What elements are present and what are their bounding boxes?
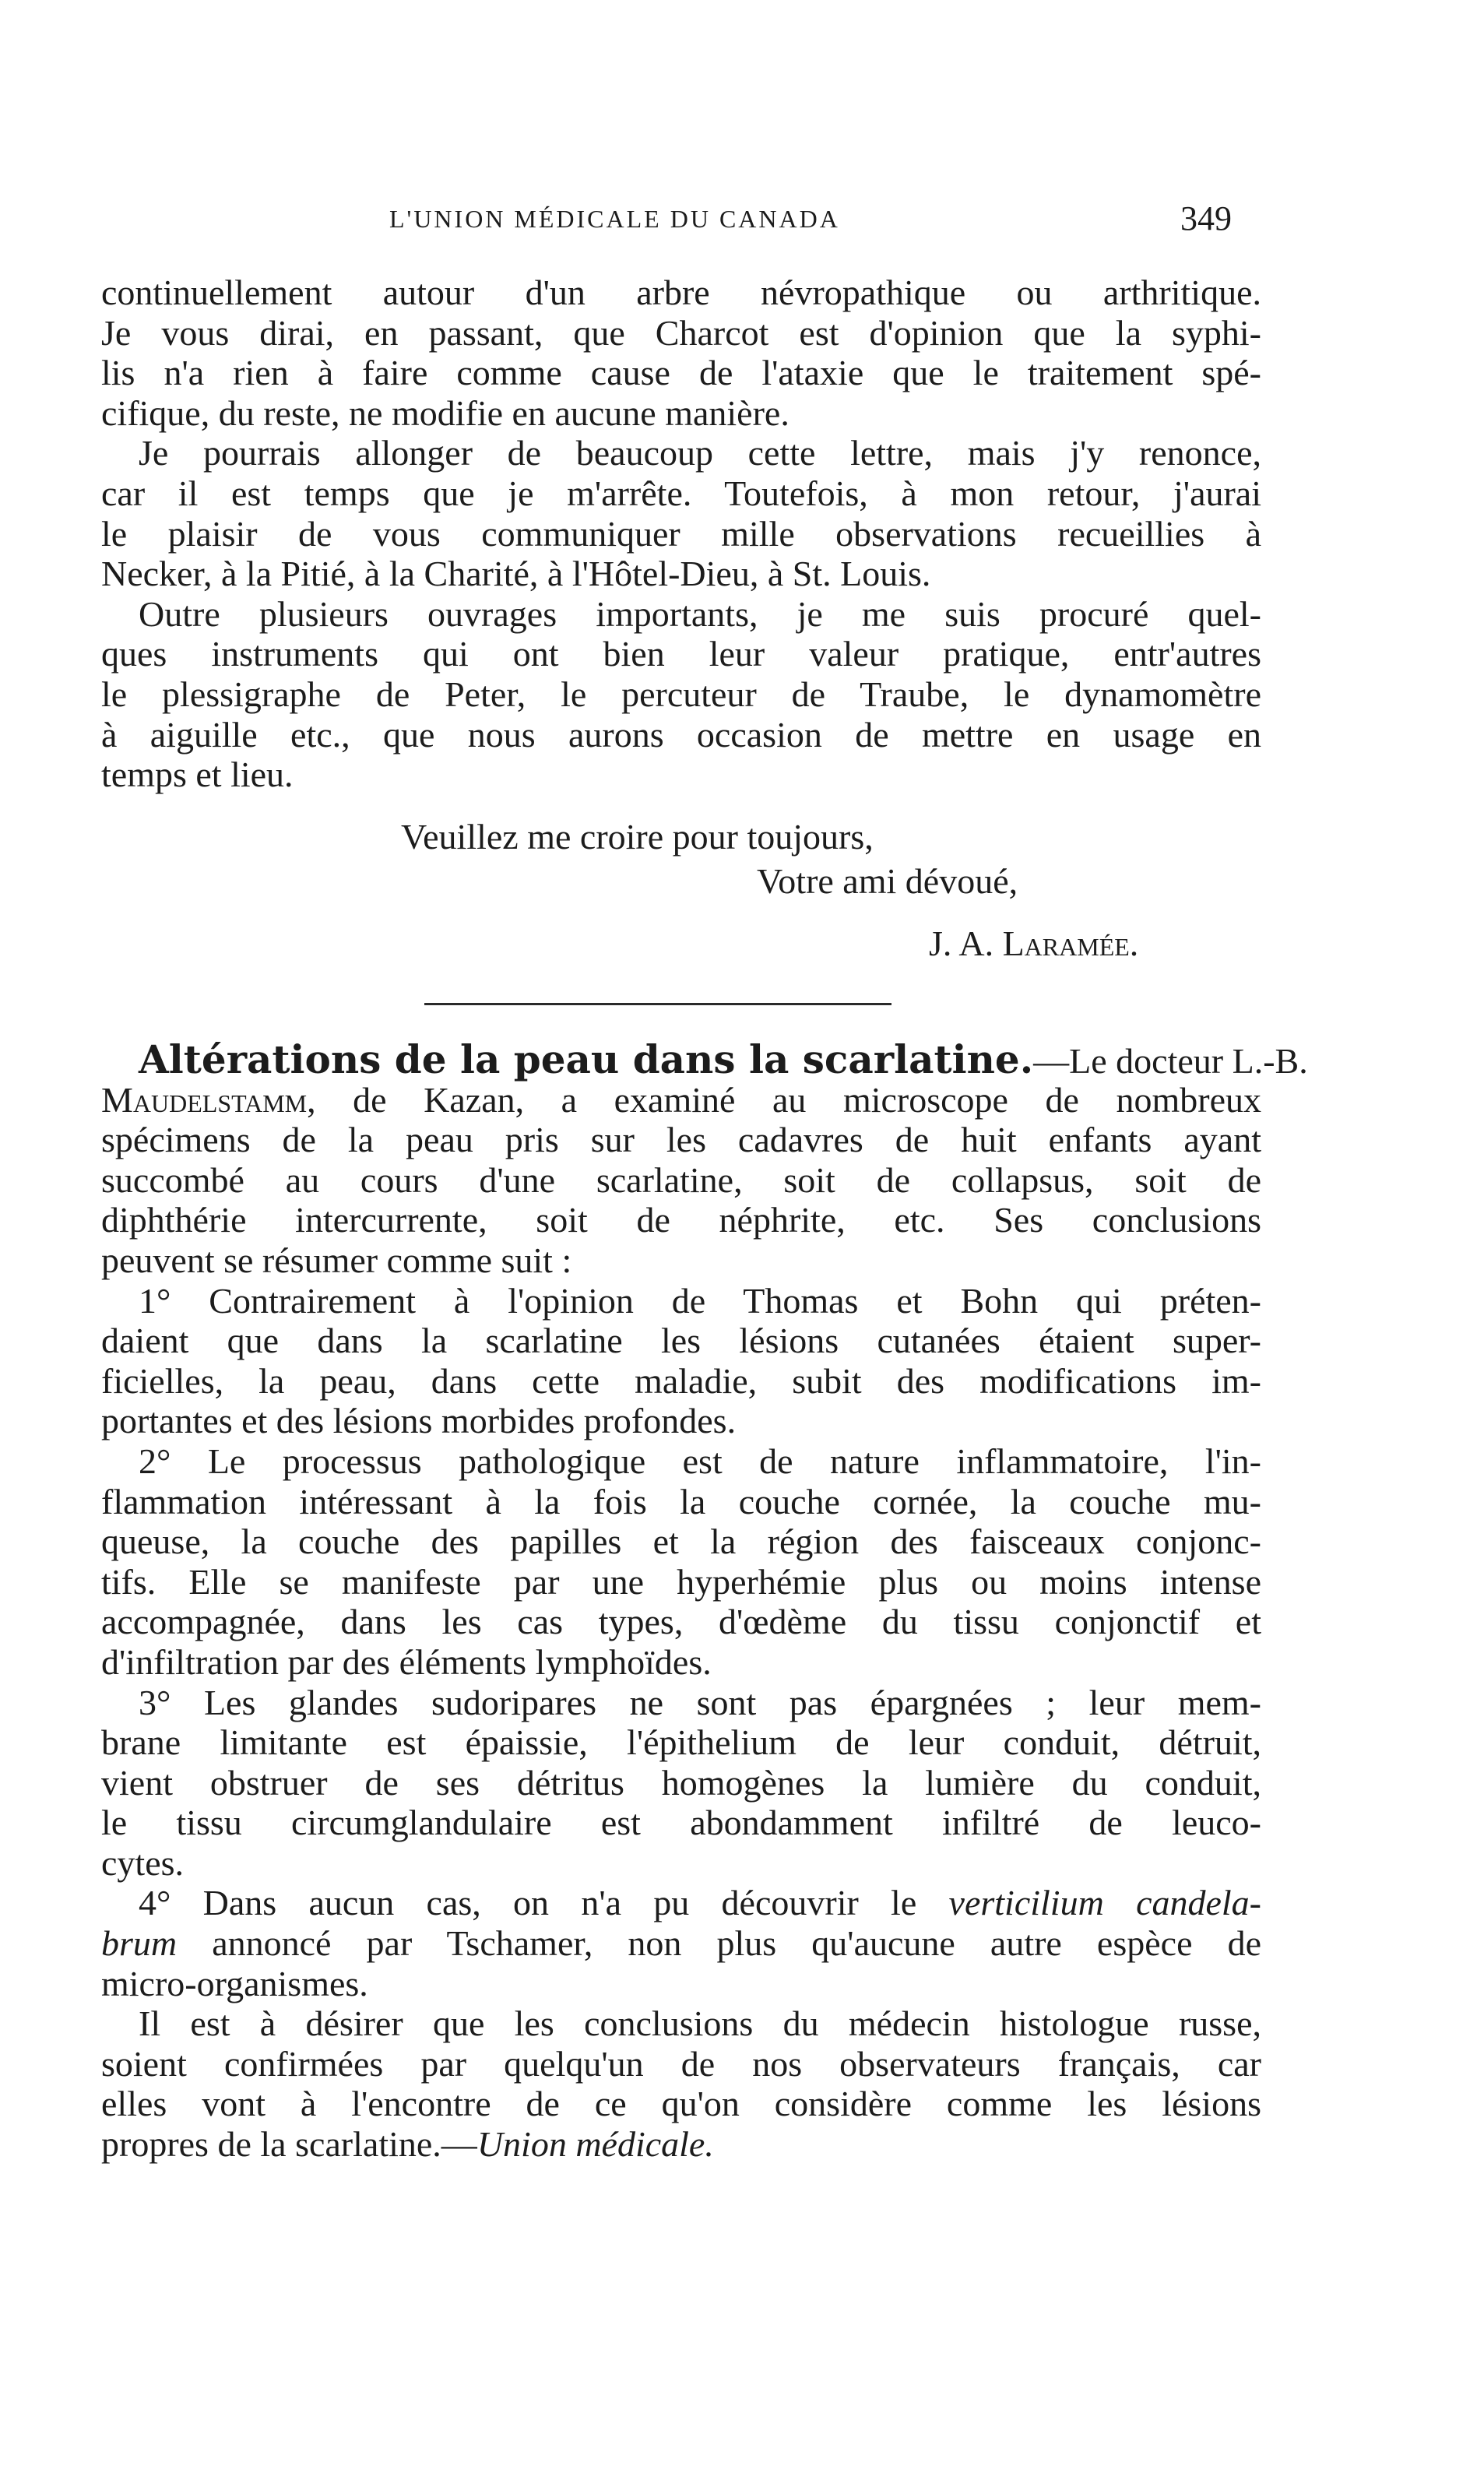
text-line: peuvent se résumer comme suit : xyxy=(101,1240,572,1280)
text-line: Je vous dirai, en passant, que Charcot est d'opinion que la syphi- xyxy=(101,312,1261,353)
article-title: Altérations de la peau dans la scarlatine. xyxy=(139,1036,1034,1082)
running-head xyxy=(0,199,1484,245)
text-line: le tissu circumglandulaire est abondamment infiltré de leuco- xyxy=(101,1803,1261,1843)
text-line: Je pourrais allonger de beaucoup cette lettre, mais j'y renonce, xyxy=(139,433,1261,473)
text-line: 2° Le processus pathologique est de nature inflammatoire, l'in- xyxy=(139,1440,1261,1481)
text-line: queuse, la couche des papilles et la région des faisceaux conjonc- xyxy=(101,1521,1261,1562)
text-line: elles vont à l'encontre de ce qu'on considère comme les lésions xyxy=(101,2084,1261,2124)
text-line: le plaisir de vous communiquer mille observations recueillies à xyxy=(101,513,1261,554)
text-line xyxy=(101,2124,1261,2165)
author-name: Maudelstamm xyxy=(101,1079,308,1120)
text-line: spécimens de la peau pris sur les cadavres de huit enfants ayant xyxy=(101,1120,1261,1160)
text-line: Outre plusieurs ouvrages importants, je me suis procuré quel- xyxy=(139,593,1261,634)
text-fragment: annoncé par Tschamer, non plus qu'aucune autre espèce de xyxy=(177,1923,1261,1964)
text-line xyxy=(101,1080,1261,1120)
text-line: continuellement autour d'un arbre névropathique ou arthritique. xyxy=(101,273,1261,312)
text-line: à aiguille etc., que nous aurons occasion de mettre en usage en xyxy=(101,714,1261,755)
page-number: 349 xyxy=(1180,199,1232,237)
text-line: Il est à désirer que les conclusions du médecin histologue russe, xyxy=(139,2003,1261,2044)
text-line: vient obstruer de ses détritus homogènes la lumière du conduit, xyxy=(101,1762,1261,1803)
text-fragment: —Le docteur L.-B. xyxy=(1033,1041,1308,1081)
text-line: succombé au cours d'une scarlatine, soit de collapsus, soit de xyxy=(101,1159,1261,1200)
text-line: cifique, du reste, ne modifie en aucune manière. xyxy=(101,392,789,433)
article-text xyxy=(101,1036,1308,2165)
journal-title: L'UNION MÉDICALE DU CANADA xyxy=(389,205,840,233)
text-line: daient que dans la scarlatine les lésions cutanées étaient super- xyxy=(101,1321,1261,1361)
text-fragment: 4° Dans aucun cas, on n'a pu découvrir le xyxy=(139,1883,949,1923)
text-line: le plessigraphe de Peter, le percuteur de Traube, le dynamomètre xyxy=(101,674,1261,714)
text-line xyxy=(101,1923,1261,1964)
text-line: portantes et des lésions morbides profondes. xyxy=(101,1401,737,1441)
text-line: accompagnée, dans les cas types, d'œdème du tissu conjonctif et xyxy=(101,1602,1261,1642)
source-citation: Union médicale. xyxy=(476,2124,714,2165)
text-line: brane limitante est épaissie, l'épithelium de leur conduit, détruit, xyxy=(101,1722,1261,1763)
section-divider xyxy=(424,1003,891,1005)
text-line: Necker, à la Pitié, à la Charité, à l'Hôtel-Dieu, à St. Louis. xyxy=(101,554,931,594)
text-line: d'infiltration par des éléments lymphoïdes. xyxy=(101,1641,712,1682)
italic-term: brum xyxy=(101,1923,178,1964)
text-line: temps et lieu. xyxy=(101,755,294,795)
text-fragment: , de Kazan, a examiné au microscope de nombreux xyxy=(307,1079,1261,1120)
text-fragment: propres de la scarlatine.— xyxy=(101,2124,477,2165)
text-line: 3° Les glandes sudoripares ne sont pas épargnées ; leur mem- xyxy=(139,1682,1261,1722)
text-line: soient confirmées par quelqu'un de nos observateurs français, car xyxy=(101,2043,1261,2084)
closing-phrase: Veuillez me croire pour toujours, xyxy=(401,817,874,857)
text-line: cytes. xyxy=(101,1842,185,1883)
text-line: lis n'a rien à faire comme cause de l'ataxie que le traitement spé- xyxy=(101,353,1261,393)
closing-salutation: Votre ami dévoué, xyxy=(757,861,1018,901)
text-line: ficielles, la peau, dans cette maladie, subit des modifications im- xyxy=(101,1360,1261,1401)
text-line: car il est temps que je m'arrête. Toutefois, à mon retour, j'aurai xyxy=(101,473,1261,513)
text-line: diphthérie intercurrente, soit de néphrite, etc. Ses conclusions xyxy=(101,1200,1261,1240)
text-line: tifs. Elle se manifeste par une hyperhémie plus ou moins intense xyxy=(101,1561,1261,1602)
text-line: ques instruments qui ont bien leur valeur pratique, entr'autres xyxy=(101,634,1261,674)
text-line: 1° Contrairement à l'opinion de Thomas et Bohn qui préten- xyxy=(139,1280,1261,1321)
signature: J. A. Laramée. xyxy=(929,923,1139,963)
text-line: flammation intéressant à la fois la couche cornée, la couche mu- xyxy=(101,1481,1261,1521)
text-line xyxy=(101,1883,1261,1923)
italic-term: verticilium candela- xyxy=(948,1883,1261,1923)
letter-text xyxy=(101,273,1261,795)
text-line: micro-organismes. xyxy=(101,1963,368,2003)
article-heading-line xyxy=(101,1036,1308,1082)
